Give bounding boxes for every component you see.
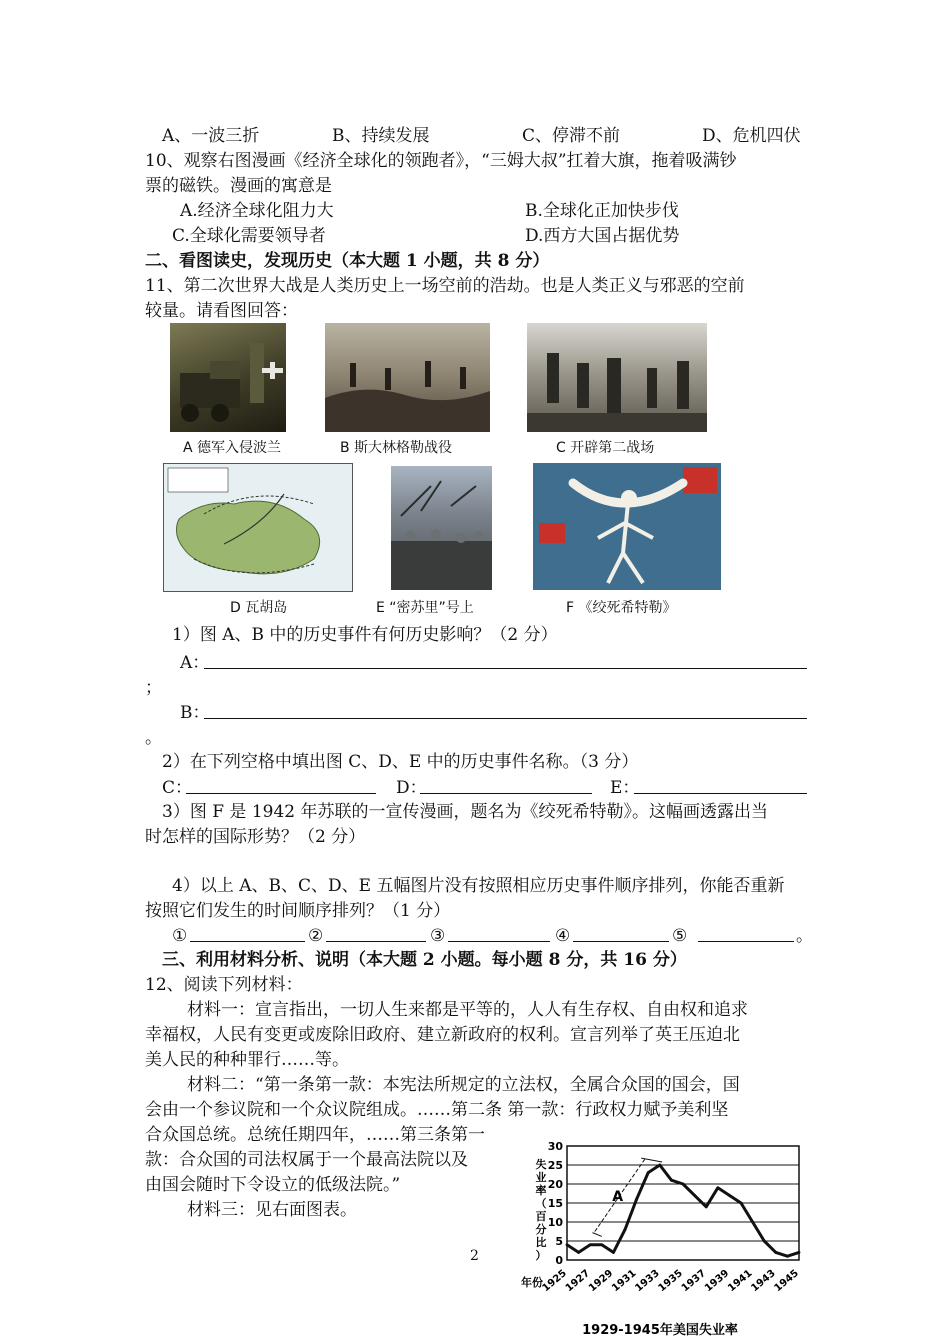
answer-c-label: C： xyxy=(162,778,193,798)
order-end-period: 。 xyxy=(796,926,813,946)
chart-data-point xyxy=(658,1164,661,1167)
order-blank-2[interactable] xyxy=(326,923,426,942)
chart-data-point xyxy=(577,1251,580,1254)
q10-stem-line2: 票的磁铁。漫画的寓意是 xyxy=(145,176,332,196)
material1-line2: 幸福权，人民有变更或废除旧政府、建立新政府的权利。宣言列举了英王压迫北 xyxy=(145,1025,740,1045)
q9-option-c: C、停滞不前 xyxy=(522,126,621,146)
order-mark-1: ① xyxy=(172,926,188,946)
chart-y-tick-label: 5 xyxy=(555,1235,563,1248)
chart-data-point xyxy=(705,1205,708,1208)
order-mark-3: ③ xyxy=(430,926,446,946)
q11-stem-line2: 较量。请看图回答： xyxy=(145,301,298,321)
q12-stem: 12、阅读下列材料： xyxy=(145,975,303,995)
chart-data-point xyxy=(682,1183,685,1186)
chart-data-point xyxy=(774,1251,777,1254)
order-blank-4[interactable] xyxy=(573,923,669,942)
q11-sub4-line1: 4）以上 A、B、C、D、E 五幅图片没有按照相应历史事件顺序排列，你能否重新 xyxy=(172,876,785,896)
answer-a-label: A： xyxy=(180,653,210,673)
chart-data-point xyxy=(798,1251,801,1254)
chart-data-point xyxy=(728,1194,731,1197)
chart-y-axis-label-char: 比 xyxy=(535,1236,547,1249)
order-mark-2: ② xyxy=(308,926,324,946)
chart-data-point xyxy=(566,1243,569,1246)
order-mark-4: ④ xyxy=(555,926,571,946)
q11-sub1: 1）图 A、B 中的历史事件有何历史影响？（2 分） xyxy=(172,625,558,645)
chart-data-point xyxy=(740,1202,743,1205)
material2-line2: 会由一个参议院和一个众议院组成。……第二条 第一款：行政权力赋予美利坚 xyxy=(145,1100,729,1120)
caption-b: B 斯大林格勒战役 xyxy=(340,440,453,456)
order-blank-5[interactable] xyxy=(698,923,794,942)
q11-sub3-line1: 3）图 F 是 1942 年苏联的一宣传漫画，题名为《绞死希特勒》。这幅画透露出当 xyxy=(162,802,768,822)
answer-b-label: B： xyxy=(180,703,210,723)
map-oahu-island xyxy=(163,463,353,592)
chart-y-tick-label: 25 xyxy=(547,1159,563,1172)
q10-option-d: D.西方大国占据优势 xyxy=(525,226,680,246)
chart-data-point xyxy=(786,1255,789,1258)
q9-option-a: A、一波三折 xyxy=(162,126,260,146)
chart-data-point xyxy=(624,1228,627,1231)
material2-line3: 合众国总统。总统任期四年，……第三条第一 xyxy=(145,1125,485,1145)
material1-line1: 材料一：宣言指出，一切人生来都是平等的，人人有生存权、自由权和追求 xyxy=(187,1000,748,1020)
chart-y-tick-label: 15 xyxy=(547,1197,563,1210)
chart-data-point xyxy=(635,1198,638,1201)
unemployment-chart xyxy=(515,1138,805,1338)
chart-data-point xyxy=(716,1186,719,1189)
caption-a: A 德军入侵波兰 xyxy=(183,440,282,456)
photo-german-invasion-poland xyxy=(170,323,286,432)
answer-d-blank[interactable] xyxy=(420,775,592,794)
section3-heading: 三、利用材料分析、说明（本大题 2 小题。每小题 8 分，共 16 分） xyxy=(162,950,687,970)
q10-option-a: A.经济全球化阻力大 xyxy=(180,201,334,221)
caption-d: D 瓦胡岛 xyxy=(230,600,288,616)
material2-line5: 由国会随时下令设立的低级法院。” xyxy=(145,1175,401,1195)
chart-data-point xyxy=(612,1251,615,1254)
chart-x-tick-label: 1943 xyxy=(749,1267,778,1295)
chart-y-axis-label-char: （ xyxy=(535,1197,547,1210)
chart-y-axis-label-char: 分 xyxy=(535,1223,547,1236)
photo-missouri-surrender xyxy=(391,466,492,590)
chart-y-axis-label-char: 百 xyxy=(535,1210,547,1223)
material2-line4: 款：合众国的司法权属于一个最高法院以及 xyxy=(145,1150,468,1170)
chart-series-line xyxy=(567,1165,799,1256)
poster-hang-hitler xyxy=(533,463,721,590)
chart-data-point xyxy=(763,1240,766,1243)
q9-option-b: B、持续发展 xyxy=(332,126,430,146)
answer-a-blank[interactable] xyxy=(204,650,807,669)
chart-x-axis-label: 年份 xyxy=(521,1276,543,1289)
chart-annotation-tick-bottom xyxy=(593,1233,602,1237)
q11-stem-line1: 11、第二次世界大战是人类历史上一场空前的浩劫。也是人类正义与邪恶的空前 xyxy=(145,276,745,296)
section2-heading: 二、看图读史，发现历史（本大题 1 小题，共 8 分） xyxy=(145,251,550,271)
material3-line: 材料三：见右面图表。 xyxy=(187,1200,357,1220)
order-blank-3[interactable] xyxy=(448,923,550,942)
q11-sub3-line2: 时怎样的国际形势？（2 分） xyxy=(145,827,366,847)
q9-option-d: D、危机四伏 xyxy=(702,126,801,146)
q10-option-c: C.全球化需要领导者 xyxy=(172,226,326,246)
caption-e: E “密苏里”号上 xyxy=(376,600,474,616)
chart-y-tick-label: 10 xyxy=(547,1216,563,1229)
chart-data-point xyxy=(751,1221,754,1224)
chart-data-point xyxy=(600,1243,603,1246)
caption-f: F 《绞死希特勒》 xyxy=(566,600,677,616)
chart-x-tick-label: 1925 xyxy=(540,1267,569,1295)
material2-line1: 材料二：“第一条第一款：本宪法所规定的立法权，全属合众国的国会，国 xyxy=(187,1075,740,1095)
order-mark-5: ⑤ xyxy=(672,926,688,946)
chart-x-tick-label: 1935 xyxy=(656,1267,685,1295)
chart-y-axis-label-char: 率 xyxy=(535,1184,547,1197)
answer-d-label: D： xyxy=(396,778,427,798)
chart-y-tick-label: 30 xyxy=(547,1140,563,1153)
chart-x-tick-label: 1933 xyxy=(633,1267,662,1295)
answer-e-blank[interactable] xyxy=(634,775,807,794)
q10-stem-line1: 10、观察右图漫画《经济全球化的领跑者》，“三姆大叔”扛着大旗，拖着吸满钞 xyxy=(145,151,737,171)
chart-x-tick-label: 1939 xyxy=(702,1267,732,1295)
answer-c-blank[interactable] xyxy=(186,775,376,794)
chart-y-axis-label-char: ） xyxy=(535,1249,547,1262)
q10-option-b: B.全球化正加快步伐 xyxy=(525,201,679,221)
photo-normandy-landing xyxy=(527,323,707,432)
chart-x-tick-label: 1931 xyxy=(610,1267,639,1295)
page-number: 2 xyxy=(470,1248,479,1264)
chart-annotation-label: A xyxy=(612,1189,624,1206)
answer-a-semicolon: ； xyxy=(145,678,162,698)
chart-y-tick-label: 0 xyxy=(555,1254,563,1267)
material1-line3: 美人民的种种罪行……等。 xyxy=(145,1050,349,1070)
chart-y-tick-label: 20 xyxy=(547,1178,563,1191)
answer-b-blank[interactable] xyxy=(204,700,807,719)
chart-data-point xyxy=(589,1243,592,1246)
chart-x-tick-label: 1937 xyxy=(679,1267,709,1295)
chart-x-tick-label: 1929 xyxy=(586,1267,616,1295)
chart-title: 1929-1945年美国失业率 xyxy=(582,1323,738,1338)
q11-sub4-line2: 按照它们发生的时间顺序排列？（1 分） xyxy=(145,901,451,921)
answer-b-period: 。 xyxy=(145,728,162,748)
caption-c: C 开辟第二战场 xyxy=(556,440,655,456)
photo-stalingrad-battle xyxy=(325,323,490,432)
q11-sub2: 2）在下列空格中填出图 C、D、E 中的历史事件名称。（3 分） xyxy=(162,752,639,772)
chart-x-tick-label: 1941 xyxy=(726,1267,755,1295)
order-blank-1[interactable] xyxy=(190,923,305,942)
chart-x-tick-label: 1927 xyxy=(563,1267,593,1295)
chart-data-point xyxy=(670,1179,673,1182)
chart-x-tick-label: 1945 xyxy=(772,1267,801,1295)
chart-data-point xyxy=(693,1194,696,1197)
chart-data-point xyxy=(647,1171,650,1174)
chart-y-axis-label-char: 失 xyxy=(535,1158,547,1171)
chart-y-axis-label-char: 业 xyxy=(535,1171,547,1184)
answer-e-label: E： xyxy=(610,778,640,798)
